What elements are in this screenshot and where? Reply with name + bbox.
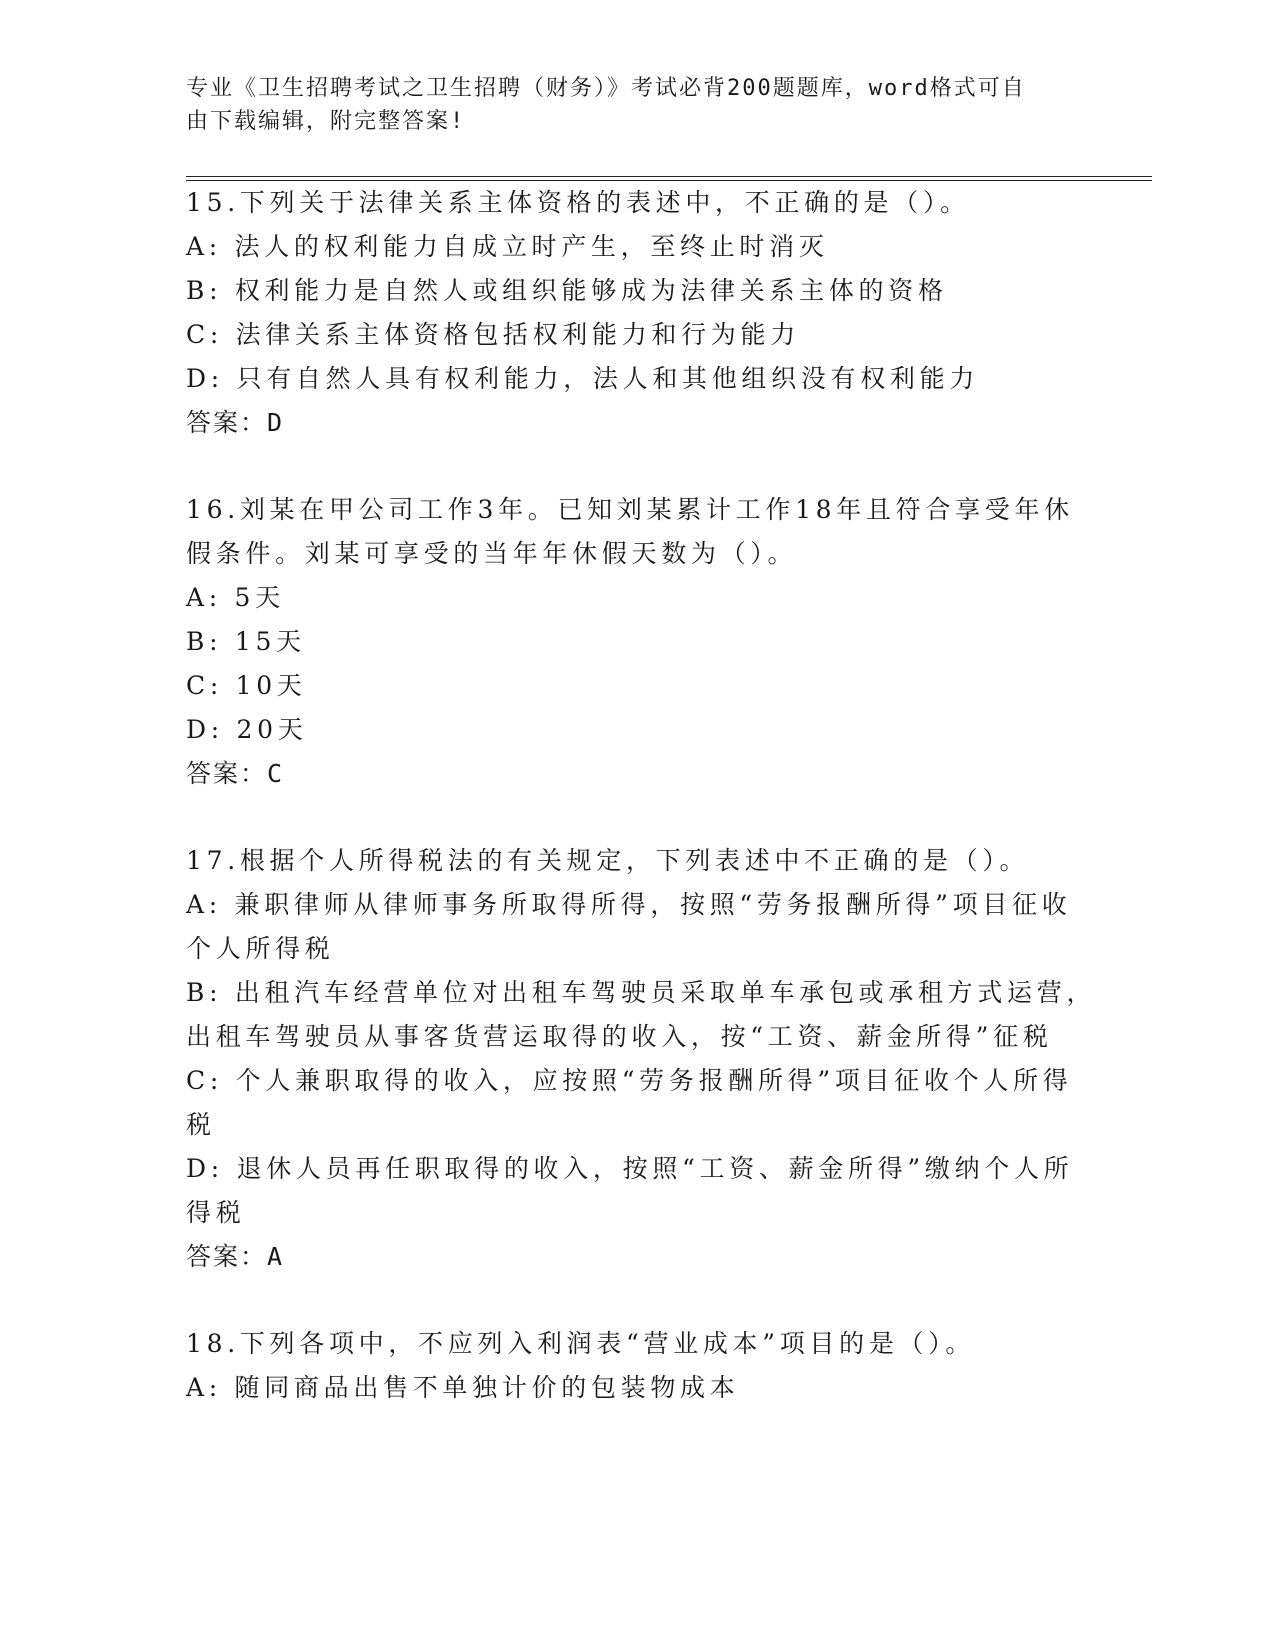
header-divider xyxy=(186,176,1152,181)
document-header xyxy=(186,72,1086,138)
question-17-stem: 17.根据个人所得税法的有关规定，下列表述中不正确的是（）。 xyxy=(186,846,1030,875)
question-18-stem: 18.下列各项中，不应列入利润表“营业成本”项目的是（）。 xyxy=(186,1329,976,1358)
question-15-answer: 答案：D xyxy=(186,408,285,437)
question-16-option-b: B: 15天 xyxy=(186,627,306,656)
question-17-option-c-line-1: C: 个人兼职取得的收入，应按照“劳务报酬所得”项目征收个人所得 xyxy=(186,1066,1073,1095)
question-16-stem-line-2: 假条件。刘某可享受的当年年休假天数为（）。 xyxy=(186,539,798,568)
question-15-stem: 15.下列关于法律关系主体资格的表述中，不正确的是（）。 xyxy=(186,188,970,217)
question-17-option-d-line-1: D: 退休人员再任职取得的收入，按照“工资、薪金所得”缴纳个人所 xyxy=(186,1154,1074,1183)
question-15-option-b: B: 权利能力是自然人或组织能够成为法律关系主体的资格 xyxy=(186,276,948,305)
question-17-option-a-line-2: 个人所得税 xyxy=(186,934,335,963)
question-17-option-d-line-2: 得税 xyxy=(186,1198,246,1227)
question-17-option-b-line-1: B: 出租汽车经营单位对出租车驾驶员采取单车承包或承租方式运营， xyxy=(186,978,1097,1007)
question-15-option-a: A: 法人的权利能力自成立时产生，至终止时消灭 xyxy=(186,232,829,261)
question-16-option-d: D: 20天 xyxy=(186,715,308,744)
question-16-option-a: A: 5天 xyxy=(186,583,285,612)
question-16-option-c: C: 10天 xyxy=(186,671,307,700)
question-17-answer: 答案：A xyxy=(186,1242,285,1271)
question-16-answer: 答案：C xyxy=(186,759,285,788)
question-18-option-a: A: 随同商品出售不单独计价的包装物成本 xyxy=(186,1373,740,1402)
question-15-option-d: D: 只有自然人具有权利能力，法人和其他组织没有权利能力 xyxy=(186,364,980,393)
question-17-option-c-line-2: 税 xyxy=(186,1110,216,1139)
question-16-stem-line-1: 16.刘某在甲公司工作3年。已知刘某累计工作18年且符合享受年休 xyxy=(186,495,1074,524)
header-title-line-2: 由下载编辑，附完整答案! xyxy=(186,109,466,134)
question-17-option-b-line-2: 出租车驾驶员从事客货营运取得的收入，按“工资、薪金所得”征税 xyxy=(186,1022,1053,1051)
question-15-option-c: C: 法律关系主体资格包括权利能力和行为能力 xyxy=(186,320,800,349)
header-title-line-1: 专业《卫生招聘考试之卫生招聘（财务）》考试必背200题题库，word格式可自 xyxy=(186,76,1026,101)
question-17-option-a-line-1: A: 兼职律师从律师事务所取得所得，按照“劳务报酬所得”项目征收 xyxy=(186,890,1072,919)
